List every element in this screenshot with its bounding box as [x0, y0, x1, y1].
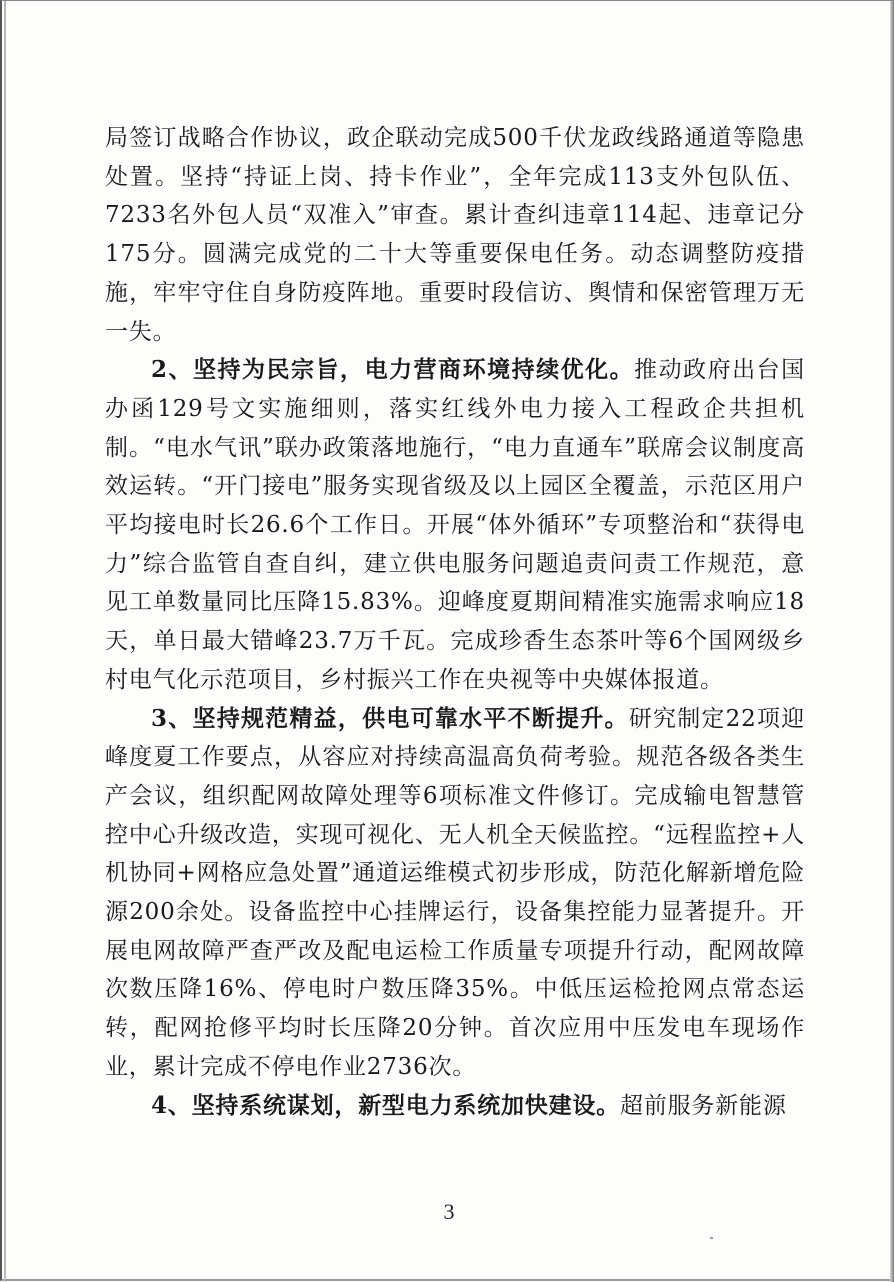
scan-edge-right: [890, 1, 894, 1282]
paragraph-lead: 2、坚持为民宗旨，电力营商环境持续优化。: [151, 356, 635, 384]
paragraph-lead: 4、坚持系统谋划，新型电力系统加快建设。: [151, 1091, 621, 1119]
paragraph-text: 研究制定22项迎峰度夏工作要点，从容应对持续高温高负荷考验。规范各级各类生产会议，组织配网故障处理等6项标准文件修订。完成输电智慧管控中心升级改造，实现可视化、无人机全天候监控。“远程监控+人机协同+网格应急处置”通道运维模式初步形成，防范化解新增危险源200余处。设备监控中心挂牌运行，设备集控能力显著提升。开展电网故障严查严改及配电运检工作质量专项提升行动，配网故障次数压降16%、停电时户数压降35%。中低压运检抢网点常态运转，配网抢修平均时长压降20分钟。首次应用中压发电车现场作业，累计完成不停电作业2736次。: [105, 705, 805, 1080]
paragraph-business-environment: [105, 351, 805, 699]
paragraph-continuation: [105, 119, 805, 351]
scan-edge-left: [4, 1, 6, 1282]
scan-speck: [710, 1237, 713, 1239]
paragraph-text: 局签订战略合作协议，政企联动完成500千伏龙政线路通道等隐患处置。坚持“持证上岗、持卡作业”，全年完成113支外包队伍、7233名外包人员“双准入”审查。累计查纠违章114起、违章记分175分。圆满完成党的二十大等重要保电任务。动态调整防疫措施，牢牢守住自身防疫阵地。重要时段信访、舆情和保密管理万无一失。: [105, 125, 805, 345]
body-text: [105, 119, 805, 1125]
paragraph-lead: 3、坚持规范精益，供电可靠水平不断提升。: [151, 704, 629, 732]
page-number: 3: [443, 1199, 455, 1224]
paragraph-supply-reliability: [105, 700, 805, 1087]
paragraph-text: 推动政府出台国办函129号文实施细则，落实红线外电力接入工程政企共担机制。“电水气讯”联办政策落地施行，“电力直通车”联席会议制度高效运转。“开门接电”服务实现省级及以上园区全覆盖，示范区用户平均接电时长26.6个工作日。开展“体外循环”专项整治和“获得电力”综合监管自查自纠，建立供电服务问题追责问责工作规范，意见工单数量同比压降15.83%。迎峰度夏期间精准实施需求响应18天，单日最大错峰23.7万千瓦。完成珍香生态茶叶等6个国网级乡村电气化示范项目，乡村振兴工作在央视等中央媒体报道。: [105, 357, 805, 693]
paragraph-power-system: [105, 1087, 805, 1126]
paragraph-text: 超前服务新能源: [620, 1092, 787, 1119]
